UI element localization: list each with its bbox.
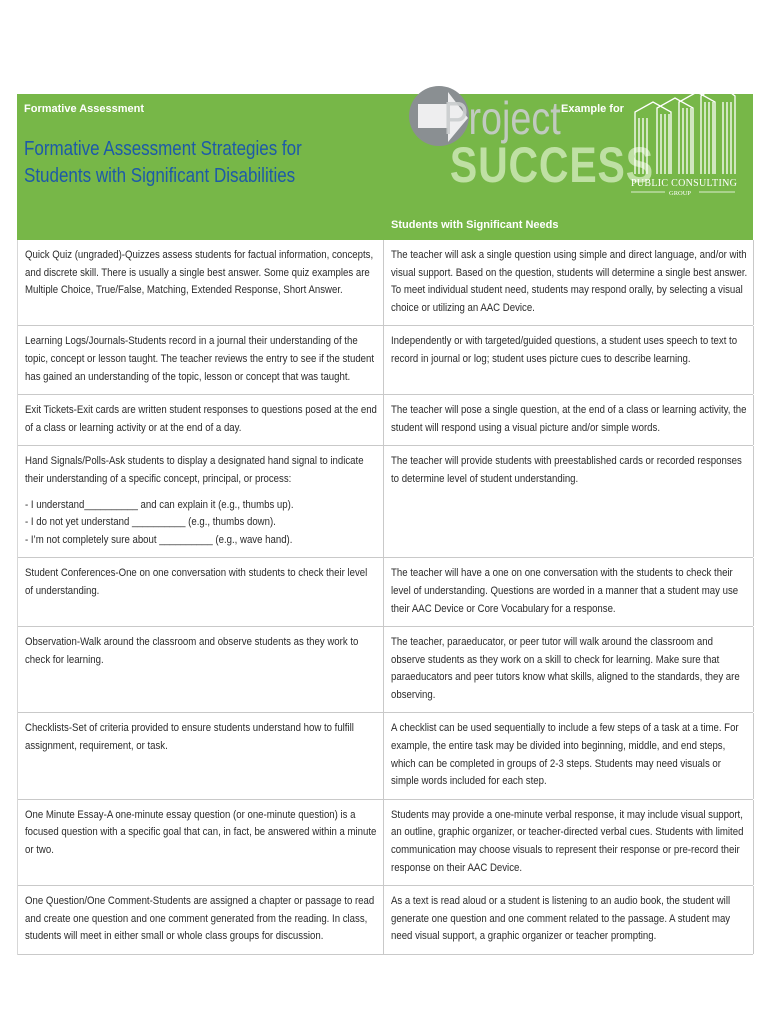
- table-row: [18, 713, 753, 799]
- table-row: [18, 558, 753, 627]
- table-row: [18, 800, 753, 886]
- example-cell: Students may provide a one-minute verbal response, it may include visual support, an outline, graphic organizer, or teacher-directed verbal cues. Students with limited communication may choose visuals to represent their response or pre-record their response on their AAC Device.: [384, 800, 754, 885]
- example-cell: The teacher will provide students with preestablished cards or recorded responses to determine level of student understanding.: [384, 446, 754, 557]
- project-success-logo: [404, 82, 654, 193]
- strategy-cell: Student Conferences-One on one conversation with students to check their level of understanding.: [18, 558, 384, 626]
- logo-success-text: SUCCESS: [449, 137, 654, 193]
- strategy-cell: Hand Signals/Polls-Ask students to display a designated hand signal to indicate their understanding of a specific concept, principal, or process: - I understand__________ and can explain it (e.g., thumbs up). - I do not yet understand __________ (e.g., thumbs down). - I’m not completely sure about __________ (e.g., wave hand).: [18, 446, 384, 557]
- header-left-label: Formative Assessment: [24, 103, 145, 115]
- table-row: [18, 446, 753, 558]
- example-cell: The teacher will ask a single question using simple and direct language, and/or with visual support. Based on the question, students will determine a single best answer. To meet individual student need, students may respond orally, by selecting a visual choice or utilizing an AAC Device.: [384, 240, 754, 325]
- table-row: [18, 627, 753, 713]
- example-cell: Independently or with targeted/guided questions, a student uses speech to text to record in journal or log; student uses picture cues to describe learning.: [384, 326, 754, 394]
- column-header: Students with Significant Needs: [391, 219, 559, 231]
- table-row: [18, 395, 753, 446]
- bullet-item: - I understand__________ and can explain it (e.g., thumbs up).: [25, 498, 294, 511]
- example-cell: As a text is read aloud or a student is listening to an audio book, the student will generate one question and one comment related to the passage. A student may need visual support, a graphic organizer or teacher prompting.: [384, 886, 754, 954]
- example-cell: The teacher will pose a single question, at the end of a class or learning activity, the student will respond using a visual picture and/or simple words.: [384, 395, 754, 445]
- table-row: [18, 240, 753, 326]
- table-row: [18, 886, 753, 955]
- bullet-list: [25, 497, 378, 550]
- strategies-table: [17, 240, 753, 955]
- strategy-cell: Learning Logs/Journals-Students record in a journal their understanding of the topic, concept or lesson taught. The teacher reviews the entry to see if the student has gained an understanding of the topic, lesson or concept that was taught.: [18, 326, 384, 394]
- strategy-cell: Quick Quiz (ungraded)-Quizzes assess students for factual information, concepts, and discrete skill. There is usually a single best answer. Some quiz examples are Multiple Choice, True/False, Matching, Extended Response, Short Answer.: [18, 240, 384, 325]
- pcg-group-text: GROUP: [669, 190, 692, 197]
- example-cell: The teacher will have a one on one conversation with the students to check their level of understanding. Questions are worded in a manner that a student may use their AAC Device or Core Vocabulary for a response.: [384, 558, 754, 626]
- strategy-cell: Checklists-Set of criteria provided to ensure students understand how to fulfill assignment, requirement, or task.: [18, 713, 384, 798]
- bullet-item: - I’m not completely sure about __________ (e.g., wave hand).: [25, 533, 293, 546]
- logo-project-text: Project: [443, 92, 561, 144]
- strategy-cell: Exit Tickets-Exit cards are written student responses to questions posed at the end of a class or learning activity or at the end of a day.: [18, 395, 384, 445]
- page-title: Formative Assessment Strategies for Students with Significant Disabilities: [24, 138, 302, 187]
- pcg-logo: [627, 72, 739, 196]
- strategy-cell: One Question/One Comment-Students are assigned a chapter or passage to read and create one question and one comment generated from the reading. In class, students will meet in either small or whole class groups for discussion.: [18, 886, 384, 954]
- header-banner: [17, 94, 753, 240]
- example-cell: A checklist can be used sequentially to include a few steps of a task at a time. For example, the entire task may be divided into beginning, middle, and end steps, which can be completed in groups of 2-3 steps. Students may need visuals or simple words included for each step.: [384, 713, 754, 798]
- strategy-cell: Observation-Walk around the classroom and observe students as they work to check for learning.: [18, 627, 384, 712]
- bullet-item: - I do not yet understand __________ (e.g., thumbs down).: [25, 516, 276, 529]
- strategy-cell: One Minute Essay-A one-minute essay question (or one-minute question) is a focused question with a specific goal that can, in fact, be answered within a minute or two.: [18, 800, 384, 885]
- example-cell: The teacher, paraeducator, or peer tutor will walk around the classroom and observe students as they work on a skill to check for learning. Make sure that paraeducators and peer tutors know what skills, aligned to the standards, they are observing.: [384, 627, 754, 712]
- pcg-name-text: PUBLIC CONSULTING: [631, 178, 738, 189]
- document-page: [17, 94, 753, 955]
- header-right-label: Example for: [561, 103, 624, 115]
- table-row: [18, 326, 753, 395]
